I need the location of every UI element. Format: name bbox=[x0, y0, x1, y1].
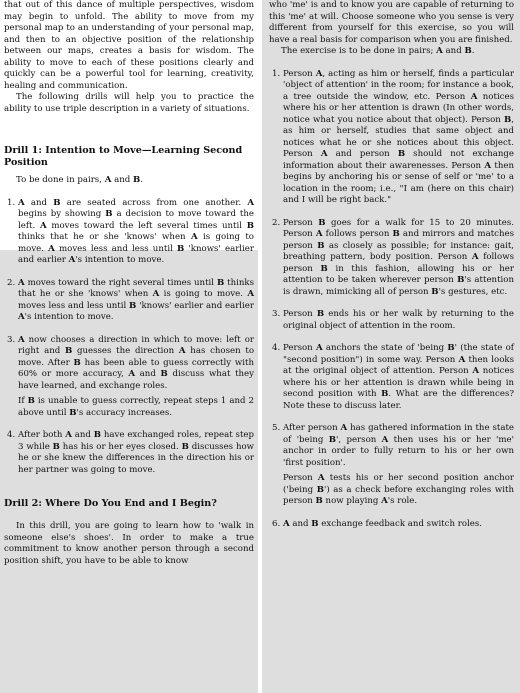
drill2-heading: Drill 2: Where Do You End and I Begin? bbox=[4, 498, 217, 509]
drill2-intro: In this drill, you are going to learn how to 'walk in someone else's shoes'. In order to make a true commitment to know another person through a second position shift, you have to be able to know bbox=[4, 521, 254, 566]
drill1-intro: To be done in pairs, A and B. bbox=[16, 175, 143, 185]
drill2-step: 3. Person B ends his or her walk by returning to the original object of attention in the room. bbox=[272, 309, 514, 331]
drill1-step: 3. A now chooses a direction in which to move: left or right and B guesses the direction A has chosen to move. After B has been able to guess correctly with 60% or more accuracy, A and B discuss what they have learned, and exchange roles. If B is unable to guess correctly, repeat steps 1 and 2 above until B's accuracy increases. bbox=[7, 334, 255, 418]
drill2-step: 5. After person A has gathered information in the state of 'being B', person A then uses his or her 'me' anchor in order to fully return to his or her own 'first position'. Person A tests his or her second position anchor ('being B') as a check before exchanging roles with person B now playing A's role. bbox=[272, 423, 514, 506]
intro-paragraph-1: that out of this dance of multiple perspectives, wisdom may begin to unfold. The ability to move from my personal map to an understanding of your personal map, and then to an objective position of the relationship between our maps, creates a basis for wisdom. The ability to move to each of these positions clearly and quickly can be a powerful tool for learning, creativity, healing and communication. bbox=[4, 0, 254, 91]
pairs-line: The exercise is to be done in pairs; A and B. bbox=[281, 46, 475, 56]
drill2-steps bbox=[269, 69, 514, 531]
drill1-steps bbox=[4, 198, 254, 477]
drill2-step: 4. Person A anchors the state of 'being B' (the state of "second position") in some way. Person A then looks at the original object of attention. Person A notices where his or her attention is drawn while being in second position with B. What are the differences? Note these to discuss later. bbox=[272, 343, 514, 411]
drill1-step: 4. After both A and B have exchanged roles, repeat step 3 while B has his or her eyes closed. B discusses how he or she knew the differences in the direction his or her partner was going to move. bbox=[7, 430, 255, 475]
left-column bbox=[0, 0, 258, 693]
drill1-heading: Drill 1: Intention to Move—Learning Second Position bbox=[4, 145, 243, 168]
drill2-step: 2. Person B goes for a walk for 15 to 20 minutes. Person A follows person B and mirrors and matches person B as closely as possible; for instance: gait, breathing pattern, body position. Person A follows person B in this fashion, allowing his or her attention to be taken wherever person B's attention is drawn, mimicking all of person B's gestures, etc. bbox=[272, 217, 515, 297]
drill2-step: 6. A and B exchange feedback and switch roles. bbox=[272, 518, 482, 529]
right-column bbox=[262, 0, 520, 693]
drill1-step3-note: If B is unable to guess correctly, repeat steps 1 and 2 above until B's accuracy increases. bbox=[18, 396, 254, 418]
drill2-step5-note: Person A tests his or her second position anchor ('being B') as a check before exchanging roles with person B now playing A's role. bbox=[283, 473, 514, 506]
intro-paragraph-2: The following drills will help you to practice the ability to use triple description in a variety of situations. bbox=[4, 92, 254, 114]
right-intro: who 'me' is and to know you are capable of returning to this 'me' at will. Choose someone who you sense is very different from yourself for this exercise, so you will have a real basis for comparison when you are finished. bbox=[269, 0, 514, 45]
drill1-step: 2. A moves toward the right several times until B thinks that he or she 'knows' when A is going to move. A moves less and less until B 'knows' earlier and earlier A's intention to move. bbox=[7, 277, 255, 322]
drill1-step: 1. A and B are seated across from one another. A begins by showing B a decision to move toward the left. A moves toward the left several times until B thinks that he or she 'knows' when A is going to move. A moves less and less until B 'knows' earlier and earlier A's intention to move. bbox=[7, 197, 254, 265]
drill2-step: 1. Person A, acting as him or herself, finds a particular 'object of attention' in the room; for instance a book, a tree outside the window, etc. Person A notices where his or her attention is drawn (In other words, notice what you notice about that object). Person B, as him or herself, studies that same object and notices what he or she notices about this object. Person A and person B should not exchange information about their awarenesses. Person A then begins by anchoring his or sense of self or 'me' to a location in the room; i.e., "I am (here on this chair) and I will be right back." bbox=[272, 68, 515, 205]
